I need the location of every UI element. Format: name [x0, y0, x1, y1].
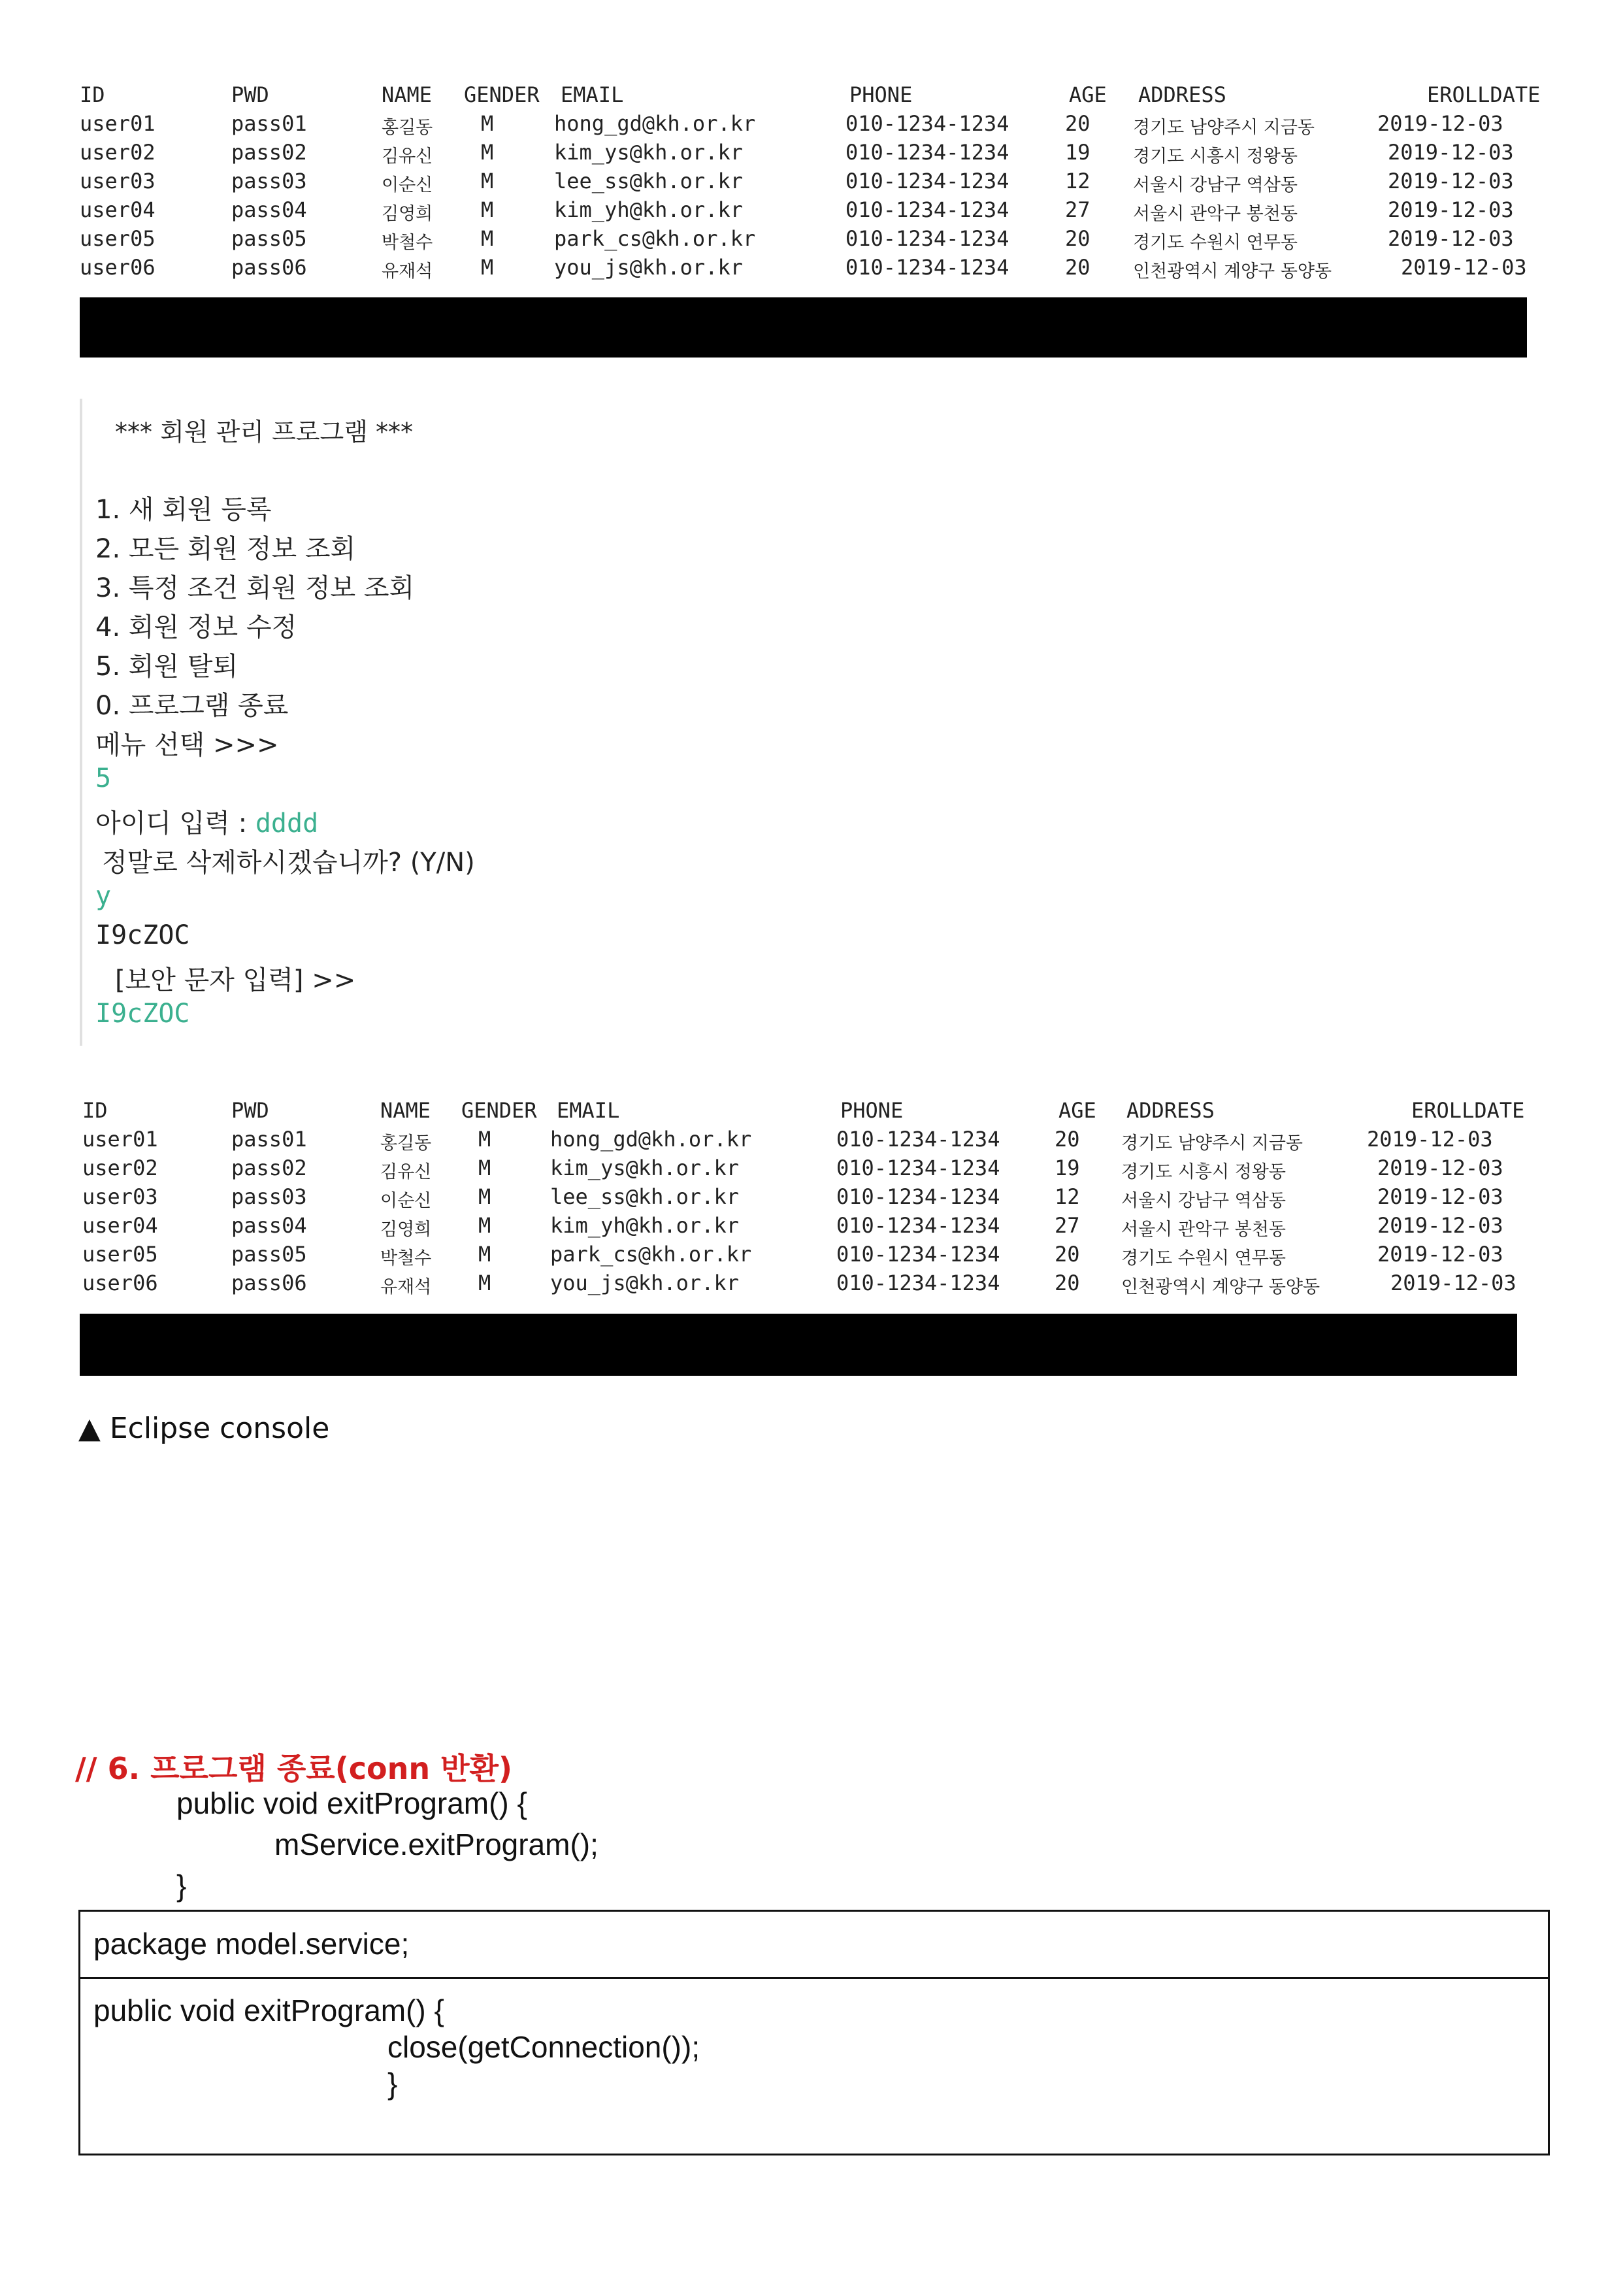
table-cell: 2019-12-03 — [1377, 1242, 1503, 1267]
table-cell: 19 — [1055, 1156, 1080, 1180]
table-cell: M — [478, 1242, 491, 1267]
table-cell: 김유신 — [382, 146, 433, 167]
table-cell: 서울시 관악구 봉천동 — [1133, 204, 1298, 224]
table-cell: 19 — [1065, 140, 1090, 165]
table-cell: 박철수 — [380, 1248, 432, 1269]
table-cell: 서울시 강남구 역삼동 — [1133, 175, 1298, 195]
table-cell: 27 — [1055, 1213, 1080, 1238]
table-cell: 010-1234-1234 — [836, 1213, 1000, 1238]
table-cell: pass01 — [231, 1127, 307, 1152]
table-cell: you_js@kh.or.kr — [554, 255, 743, 280]
table-cell: 010-1234-1234 — [845, 140, 1009, 165]
table-cell: M — [481, 197, 494, 222]
table-cell: 유재석 — [382, 261, 433, 282]
table-cell: 김유신 — [380, 1162, 432, 1182]
table-cell: 20 — [1055, 1127, 1080, 1152]
table-cell: 010-1234-1234 — [836, 1242, 1000, 1267]
table-cell: 인천광역시 계양구 동양동 — [1121, 1277, 1320, 1297]
menu-item-2: 2. 모든 회원 정보 조회 — [95, 534, 356, 564]
table-cell: 경기도 시흥시 정왕동 — [1133, 146, 1298, 167]
table-cell: pass05 — [231, 1242, 307, 1267]
table-cell: user05 — [82, 1242, 158, 1267]
table-cell: 2019-12-03 — [1401, 255, 1527, 280]
menu-item-5: 5. 회원 탈퇴 — [95, 652, 238, 682]
table-cell: pass01 — [231, 111, 307, 136]
table-cell: 2019-12-03 — [1377, 111, 1503, 136]
captcha-input: I9cZOC — [95, 999, 190, 1029]
confirm-input: y — [95, 881, 112, 911]
header-gender: GENDER — [461, 1098, 537, 1123]
table-cell: 2019-12-03 — [1388, 140, 1514, 165]
header-age: AGE — [1058, 1098, 1096, 1123]
table-cell: 010-1234-1234 — [845, 197, 1009, 222]
box-divider — [80, 1977, 1548, 1979]
table-cell: 경기도 수원시 연무동 — [1133, 233, 1298, 253]
table-cell: 2019-12-03 — [1377, 1184, 1503, 1209]
table-cell: M — [478, 1127, 491, 1152]
table-cell: 2019-12-03 — [1377, 1213, 1503, 1238]
header-id: ID — [82, 1098, 108, 1123]
table-cell: you_js@kh.or.kr — [550, 1271, 739, 1295]
table-cell: pass03 — [231, 169, 307, 193]
table-cell: M — [481, 226, 494, 251]
table-cell: 경기도 수원시 연무동 — [1121, 1248, 1286, 1269]
id-prompt-line — [95, 803, 318, 840]
table-cell: kim_yh@kh.or.kr — [554, 197, 743, 222]
header-email: EMAIL — [557, 1098, 620, 1123]
header-gender: GENDER — [464, 82, 540, 107]
table-cell: kim_yh@kh.or.kr — [550, 1213, 739, 1238]
package-line: package model.service; — [93, 1927, 410, 1961]
confirm-prompt: 정말로 삭제하시겠습니까? (Y/N) — [102, 848, 475, 878]
table-cell: 20 — [1065, 226, 1090, 251]
header-pwd: PWD — [231, 82, 269, 107]
table-cell: pass02 — [231, 1156, 307, 1180]
table-cell: 유재석 — [380, 1277, 432, 1297]
figure-caption: ▲ Eclipse console — [78, 1412, 330, 1445]
section-heading: // 6. 프로그램 종료(conn 반환) — [75, 1751, 513, 1786]
table-cell: user01 — [80, 111, 156, 136]
table-cell: 2019-12-03 — [1377, 1156, 1503, 1180]
table-cell: 인천광역시 계양구 동양동 — [1133, 261, 1332, 282]
table-cell: M — [481, 111, 494, 136]
header-name: NAME — [382, 82, 433, 107]
table-cell: 010-1234-1234 — [836, 1156, 1000, 1180]
table-cell: user04 — [80, 197, 156, 222]
table-cell: park_cs@kh.or.kr — [554, 226, 756, 251]
table-cell: M — [478, 1213, 491, 1238]
table-cell: pass02 — [231, 140, 307, 165]
table-cell: user03 — [82, 1184, 158, 1209]
table-cell: 홍길동 — [380, 1133, 432, 1154]
id-input: dddd — [255, 808, 319, 839]
table-cell: park_cs@kh.or.kr — [550, 1242, 752, 1267]
table-cell: 경기도 남양주시 지금동 — [1121, 1133, 1303, 1154]
table-cell: 서울시 강남구 역삼동 — [1121, 1191, 1286, 1211]
table-cell: user02 — [80, 140, 156, 165]
table-cell: 경기도 남양주시 지금동 — [1133, 118, 1315, 138]
header-address: ADDRESS — [1138, 82, 1226, 107]
table-cell: lee_ss@kh.or.kr — [550, 1184, 739, 1209]
eclipse-console — [80, 399, 801, 1046]
table-cell: hong_gd@kh.or.kr — [550, 1127, 752, 1152]
header-email: EMAIL — [561, 82, 624, 107]
table-cell: pass04 — [231, 1213, 307, 1238]
table-cell: hong_gd@kh.or.kr — [554, 111, 756, 136]
table-cell: 김영희 — [380, 1220, 432, 1240]
table-cell: M — [478, 1271, 491, 1295]
code-line-1: public void exitProgram() { — [176, 1786, 527, 1820]
table-cell: 12 — [1065, 169, 1090, 193]
header-erolldate: EROLLDATE — [1411, 1098, 1525, 1123]
table-cell: M — [481, 169, 494, 193]
table-cell: 2019-12-03 — [1388, 226, 1514, 251]
table-cell: 010-1234-1234 — [845, 226, 1009, 251]
table-cell: 2019-12-03 — [1367, 1127, 1493, 1152]
table-cell: 홍길동 — [382, 118, 433, 138]
header-pwd: PWD — [231, 1098, 269, 1123]
header-phone: PHONE — [849, 82, 913, 107]
table-cell: 010-1234-1234 — [836, 1127, 1000, 1152]
table-cell: pass06 — [231, 255, 307, 280]
table-cell: 20 — [1055, 1271, 1080, 1295]
table-cell: 20 — [1065, 255, 1090, 280]
table-cell: 20 — [1055, 1242, 1080, 1267]
redacted-bar — [80, 1314, 1517, 1376]
header-age: AGE — [1069, 82, 1107, 107]
table-cell: 2019-12-03 — [1388, 169, 1514, 193]
header-address: ADDRESS — [1126, 1098, 1215, 1123]
table-cell: user01 — [82, 1127, 158, 1152]
box-code-line-3: } — [387, 2067, 398, 2101]
table-cell: user02 — [82, 1156, 158, 1180]
table-cell: user03 — [80, 169, 156, 193]
table-cell: 2019-12-03 — [1390, 1271, 1516, 1295]
table-cell: 이순신 — [380, 1191, 432, 1211]
captcha-prompt: [보안 문자 입력] >> — [115, 965, 356, 995]
table-cell: pass05 — [231, 226, 307, 251]
table-cell: kim_ys@kh.or.kr — [554, 140, 743, 165]
table-cell: 010-1234-1234 — [836, 1184, 1000, 1209]
table-cell: kim_ys@kh.or.kr — [550, 1156, 739, 1180]
header-phone: PHONE — [840, 1098, 904, 1123]
table-cell: user05 — [80, 226, 156, 251]
menu-prompt: 메뉴 선택 >>> — [95, 730, 279, 760]
table-cell: 010-1234-1234 — [836, 1271, 1000, 1295]
id-prompt: 아이디 입력 : — [95, 808, 255, 839]
box-code-line-1: public void exitProgram() { — [93, 1993, 444, 2027]
table-cell: 010-1234-1234 — [845, 169, 1009, 193]
table-cell: 010-1234-1234 — [845, 111, 1009, 136]
header-name: NAME — [380, 1098, 431, 1123]
table-cell: 서울시 관악구 봉천동 — [1121, 1220, 1286, 1240]
menu-item-0: 0. 프로그램 종료 — [95, 691, 289, 721]
table-cell: 010-1234-1234 — [845, 255, 1009, 280]
table-cell: 27 — [1065, 197, 1090, 222]
table-cell: M — [481, 255, 494, 280]
table-cell: 박철수 — [382, 233, 433, 253]
box-code-line-2: close(getConnection()); — [387, 2030, 700, 2064]
table-cell: 경기도 시흥시 정왕동 — [1121, 1162, 1286, 1182]
menu-item-1: 1. 새 회원 등록 — [95, 495, 272, 525]
table-cell: 김영희 — [382, 204, 433, 224]
menu-item-4: 4. 회원 정보 수정 — [95, 612, 297, 642]
table-cell: pass04 — [231, 197, 307, 222]
redacted-bar — [80, 297, 1527, 358]
header-erolldate: EROLLDATE — [1427, 82, 1541, 107]
table-cell: 이순신 — [382, 175, 433, 195]
table-cell: M — [481, 140, 494, 165]
code-box — [78, 1910, 1550, 2155]
table-cell: user06 — [82, 1271, 158, 1295]
table-cell: user04 — [82, 1213, 158, 1238]
menu-item-3: 3. 특정 조건 회원 정보 조회 — [95, 573, 415, 603]
menu-input: 5 — [95, 763, 112, 793]
captcha-text: I9cZOC — [95, 920, 190, 950]
code-line-3: } — [176, 1869, 187, 1903]
table-cell: 20 — [1065, 111, 1090, 136]
code-line-2: mService.exitProgram(); — [274, 1827, 598, 1861]
table-cell: lee_ss@kh.or.kr — [554, 169, 743, 193]
table-cell: pass06 — [231, 1271, 307, 1295]
header-id: ID — [80, 82, 105, 107]
console-title: *** 회원 관리 프로그램 *** — [115, 418, 413, 446]
table-cell: 2019-12-03 — [1388, 197, 1514, 222]
table-cell: user06 — [80, 255, 156, 280]
table-cell: 12 — [1055, 1184, 1080, 1209]
table-cell: M — [478, 1156, 491, 1180]
table-cell: pass03 — [231, 1184, 307, 1209]
table-cell: M — [478, 1184, 491, 1209]
